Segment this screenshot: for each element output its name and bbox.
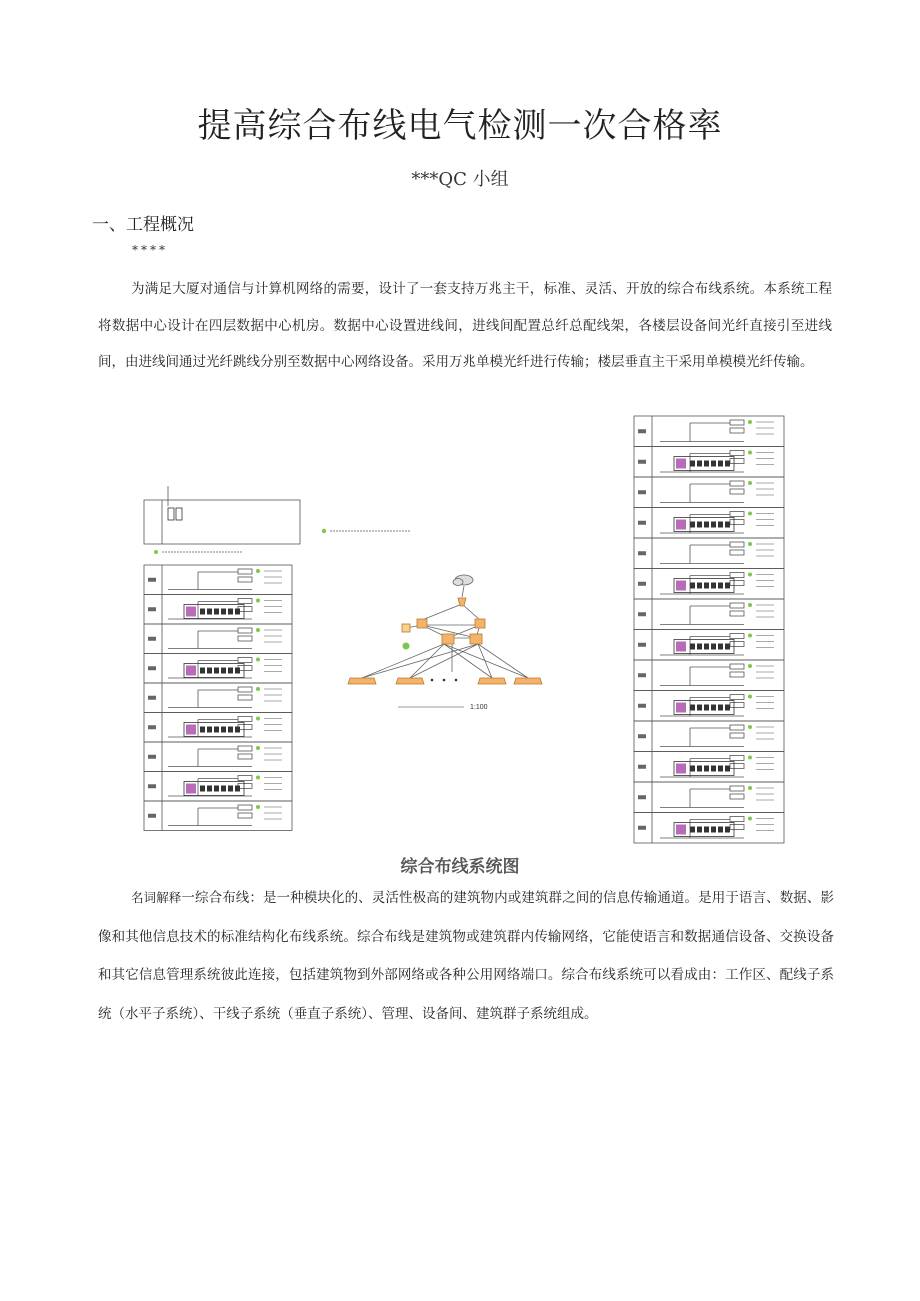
figure-caption: 综合布线系统图 xyxy=(400,857,520,877)
node-marker-icon xyxy=(256,776,260,780)
node-marker-icon xyxy=(748,664,752,668)
node-marker-icon xyxy=(748,634,752,638)
legend-marker-icon xyxy=(154,550,158,554)
node-marker-icon xyxy=(748,603,752,607)
core-switch-icon xyxy=(470,634,482,644)
access-switch-icon xyxy=(348,678,376,684)
floor-row xyxy=(144,742,292,772)
node-marker-icon xyxy=(748,756,752,760)
node-marker-icon xyxy=(256,687,260,691)
group-name: ***QC 小组 xyxy=(411,169,509,190)
node-marker-icon xyxy=(748,695,752,699)
section-heading: 一、工程概况 xyxy=(92,215,194,235)
floor-row xyxy=(634,721,784,752)
node-marker-icon xyxy=(748,725,752,729)
server-icon xyxy=(403,643,410,650)
node-marker-icon xyxy=(748,512,752,516)
core-switch-icon xyxy=(442,634,454,644)
floor-row xyxy=(144,624,292,654)
firewall-icon xyxy=(417,619,427,628)
floor-row xyxy=(634,599,784,630)
cloud-icon xyxy=(453,575,473,586)
overview-paragraph: 为满足大厦对通信与计算机网络的需要，设计了一套支持万兆主干，标准、灵活、开放的综合布线系统。本系统工程将数据中心设计在四层数据中心机房。数据中心设置进线间，进线间配置总纤总配线架，各楼层设备间光纤直接引至进线间，由进线间通过光纤跳线分别至数据中心网络设备。采用万兆单模光纤进行传输；楼层垂直主干采用单模模光纤传输。 xyxy=(98,281,832,370)
node-marker-icon xyxy=(256,746,260,750)
node-marker-icon xyxy=(256,628,260,632)
node-marker-icon xyxy=(256,805,260,809)
floor-row xyxy=(634,660,784,691)
node-marker-icon xyxy=(748,786,752,790)
access-switch-icon xyxy=(514,678,542,684)
document-title: 提高综合布线电气检测一次合格率 xyxy=(197,106,723,146)
legend-marker-icon xyxy=(322,529,326,533)
node-marker-icon xyxy=(256,599,260,603)
definition-text: 一综合布线：是一种模块化的、灵活性极高的建筑物内或建筑群之间的信息传输通道。是用于语言、数据、影像和其他信息技术的标准结构化布线系统。综合布线是建筑物或建筑群内传输网络，它能使语言和数据通信设备、交换设备和其它信息管理系统彼此连接，包括建筑物到外部网络或各种公用网络端口。综合布线系统可以看成由：工作区、配线子系统（水平子系统）、干线子系统（垂直子系统）、管理、设备间、建筑群子系统组成。 xyxy=(98,890,834,1022)
floor-row xyxy=(634,782,784,813)
node-marker-icon xyxy=(748,451,752,455)
floor-row xyxy=(144,801,292,831)
network-topology-diagram xyxy=(322,529,542,711)
access-switch-icon xyxy=(478,678,506,684)
floor-row xyxy=(634,477,784,508)
node-marker-icon xyxy=(256,717,260,721)
node-marker-icon xyxy=(256,569,260,573)
term-label: 名词解释 xyxy=(131,890,182,905)
definition-paragraph xyxy=(98,879,834,1033)
server-icon xyxy=(402,624,410,632)
node-marker-icon xyxy=(748,573,752,577)
node-marker-icon xyxy=(748,420,752,424)
floor-row xyxy=(144,683,292,713)
project-name-masked: **** xyxy=(132,243,168,257)
node-marker-icon xyxy=(748,817,752,821)
access-switch-icon xyxy=(396,678,424,684)
firewall-icon xyxy=(475,619,485,628)
node-marker-icon xyxy=(748,481,752,485)
node-marker-icon xyxy=(748,542,752,546)
cabling-system-diagram xyxy=(92,410,832,870)
left-floor-riser-diagram xyxy=(144,486,300,831)
right-floor-riser-diagram xyxy=(634,416,784,843)
top-equipment-box xyxy=(144,500,300,544)
floor-row xyxy=(634,416,784,447)
floor-row xyxy=(634,538,784,569)
node-marker-icon xyxy=(256,658,260,662)
floor-row xyxy=(144,565,292,595)
figure-scale: 1:100 xyxy=(470,704,488,711)
